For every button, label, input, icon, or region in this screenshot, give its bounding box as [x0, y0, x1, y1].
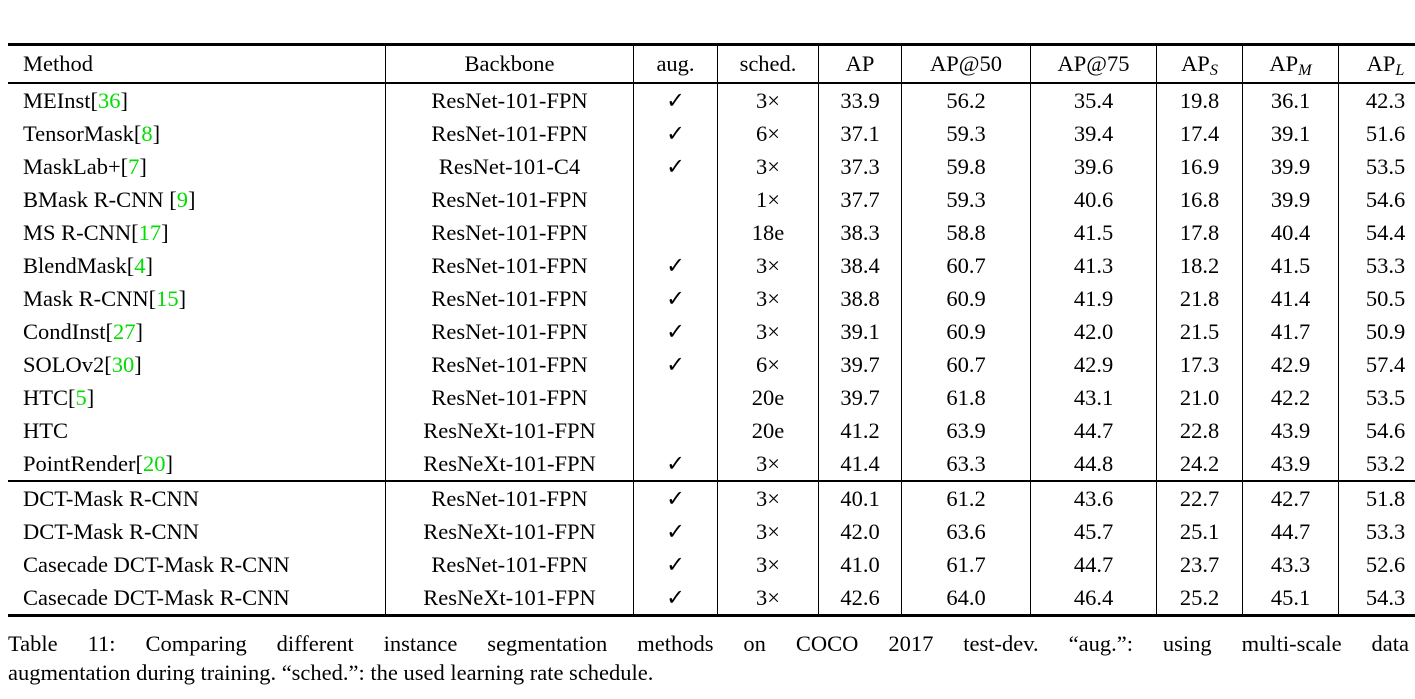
check-icon: ✓: [666, 450, 685, 476]
cell-ap75: 46.4: [1031, 581, 1157, 616]
table-row: [8, 117, 1415, 150]
cell-apl: 54.6: [1339, 183, 1415, 216]
cell-apm: 44.7: [1243, 515, 1339, 548]
caption-line-2: augmentation during training. “sched.”: the used learning rate schedule.: [8, 660, 654, 685]
cell-sched: 1×: [718, 183, 819, 216]
table-row: [8, 447, 1415, 481]
cell-ap50: 59.3: [902, 117, 1031, 150]
cell-method: MEInst[36]: [23, 87, 128, 113]
cell-ap75: 44.8: [1031, 447, 1157, 481]
cell-ap: 39.7: [819, 348, 902, 381]
cell-ap75: 41.9: [1031, 282, 1157, 315]
col-header-apm: $AP_M$: [1243, 45, 1339, 84]
check-icon: ✓: [666, 285, 685, 311]
cell-aug: [634, 83, 718, 117]
cell-apm: 42.2: [1243, 381, 1339, 414]
cell-apm: 39.9: [1243, 150, 1339, 183]
citation-number: 9: [176, 186, 189, 212]
cell-apl: 53.5: [1339, 381, 1415, 414]
cell-sched: 6×: [718, 348, 819, 381]
cell-aps: 24.2: [1157, 447, 1243, 481]
cell-apm: 39.9: [1243, 183, 1339, 216]
cell-ap75: 41.5: [1031, 216, 1157, 249]
cell-ap50: 60.9: [902, 282, 1031, 315]
cell-apm: 43.3: [1243, 548, 1339, 581]
cell-ap: 37.1: [819, 117, 902, 150]
cell-backbone: ResNet-101-FPN: [386, 548, 634, 581]
cell-backbone: ResNet-101-FPN: [386, 481, 634, 515]
cell-ap: 37.7: [819, 183, 902, 216]
cell-ap: 41.4: [819, 447, 902, 481]
cell-apl: 54.6: [1339, 414, 1415, 447]
cell-sched: 18e: [718, 216, 819, 249]
cell-aug: [634, 249, 718, 282]
table-row: [8, 183, 1415, 216]
check-icon: ✓: [666, 518, 685, 544]
cell-apm: 39.1: [1243, 117, 1339, 150]
cell-aug: [634, 216, 718, 249]
cell-ap50: 63.9: [902, 414, 1031, 447]
cell-apm: 45.1: [1243, 581, 1339, 616]
cell-aps: 22.7: [1157, 481, 1243, 515]
cell-sched: 3×: [718, 447, 819, 481]
cell-aps: 25.1: [1157, 515, 1243, 548]
cell-aps: 23.7: [1157, 548, 1243, 581]
cell-ap50: 59.3: [902, 183, 1031, 216]
cell-apl: 53.5: [1339, 150, 1415, 183]
cell-ap75: 45.7: [1031, 515, 1157, 548]
cell-apl: 53.2: [1339, 447, 1415, 481]
cell-apm: 43.9: [1243, 447, 1339, 481]
cell-backbone: ResNet-101-FPN: [386, 183, 634, 216]
table-row: [8, 581, 1415, 616]
table-row: [8, 249, 1415, 282]
col-header-subscript: S: [1209, 61, 1218, 80]
cell-sched: 3×: [718, 548, 819, 581]
cell-aug: [634, 183, 718, 216]
cell-aps: 21.5: [1157, 315, 1243, 348]
caption-line-1: Table 11: Comparing different instance segmentation methods on COCO 2017 test-dev. “aug.”: using multi-scale data: [8, 631, 1409, 656]
table-header: [8, 45, 1415, 84]
cell-aug: [634, 414, 718, 447]
cell-apm: 42.9: [1243, 348, 1339, 381]
cell-aug: [634, 515, 718, 548]
cell-method: PointRender[20]: [23, 450, 173, 476]
cell-backbone: ResNet-101-FPN: [386, 381, 634, 414]
check-icon: ✓: [666, 551, 685, 577]
cell-aug: [634, 481, 718, 515]
col-header-ap: AP: [819, 45, 902, 84]
table-caption: [8, 629, 1409, 687]
table-body: [8, 83, 1415, 616]
cell-ap: 33.9: [819, 83, 902, 117]
cell-ap50: 60.9: [902, 315, 1031, 348]
cell-ap: 42.6: [819, 581, 902, 616]
cell-ap: 39.7: [819, 381, 902, 414]
cell-ap50: 61.2: [902, 481, 1031, 515]
cell-apl: 52.6: [1339, 548, 1415, 581]
cell-apm: 41.7: [1243, 315, 1339, 348]
table-row: [8, 315, 1415, 348]
cell-backbone: ResNet-101-FPN: [386, 348, 634, 381]
col-header-apl: $AP_L$: [1339, 45, 1415, 84]
table-row: [8, 515, 1415, 548]
check-icon: ✓: [666, 153, 685, 179]
cell-ap: 41.2: [819, 414, 902, 447]
table-row: [8, 282, 1415, 315]
cell-aps: 22.8: [1157, 414, 1243, 447]
citation-number: 27: [113, 318, 136, 344]
cell-aps: 25.2: [1157, 581, 1243, 616]
cell-sched: 20e: [718, 381, 819, 414]
cell-apm: 40.4: [1243, 216, 1339, 249]
cell-aps: 21.0: [1157, 381, 1243, 414]
cell-method: Casecade DCT-Mask R-CNN: [23, 551, 290, 577]
col-header-ap75: AP@75: [1031, 45, 1157, 84]
cell-aps: 21.8: [1157, 282, 1243, 315]
cell-ap75: 39.6: [1031, 150, 1157, 183]
check-icon: ✓: [666, 318, 685, 344]
cell-ap75: 42.0: [1031, 315, 1157, 348]
cell-aps: 17.4: [1157, 117, 1243, 150]
cell-ap50: 60.7: [902, 249, 1031, 282]
cell-ap50: 63.6: [902, 515, 1031, 548]
cell-ap: 42.0: [819, 515, 902, 548]
cell-ap75: 35.4: [1031, 83, 1157, 117]
cell-backbone: ResNet-101-C4: [386, 150, 634, 183]
cell-aps: 19.8: [1157, 83, 1243, 117]
citation-number: 30: [111, 351, 135, 377]
cell-aps: 17.3: [1157, 348, 1243, 381]
cell-ap50: 61.7: [902, 548, 1031, 581]
cell-aug: [634, 315, 718, 348]
col-header-subscript: L: [1395, 61, 1405, 80]
check-icon: ✓: [666, 87, 685, 113]
table-row: [8, 381, 1415, 414]
cell-apm: 41.4: [1243, 282, 1339, 315]
cell-aug: [634, 381, 718, 414]
cell-aug: [634, 348, 718, 381]
check-icon: ✓: [666, 485, 685, 511]
col-header-subscript: M: [1298, 61, 1312, 80]
cell-ap50: 58.8: [902, 216, 1031, 249]
citation-number: 7: [128, 153, 140, 179]
table-row: [8, 481, 1415, 515]
cell-sched: 3×: [718, 282, 819, 315]
cell-backbone: ResNet-101-FPN: [386, 282, 634, 315]
cell-aug: [634, 581, 718, 616]
table-row: [8, 150, 1415, 183]
cell-aps: 16.9: [1157, 150, 1243, 183]
cell-method: HTC[5]: [23, 384, 95, 410]
cell-sched: 3×: [718, 150, 819, 183]
cell-ap: 37.3: [819, 150, 902, 183]
cell-backbone: ResNet-101-FPN: [386, 83, 634, 117]
cell-aug: [634, 282, 718, 315]
cell-aug: [634, 117, 718, 150]
citation-number: 8: [141, 120, 153, 146]
cell-ap: 41.0: [819, 548, 902, 581]
cell-ap50: 59.8: [902, 150, 1031, 183]
results-table: [8, 43, 1415, 617]
cell-method: MaskLab+[7]: [23, 153, 147, 179]
cell-backbone: ResNet-101-FPN: [386, 216, 634, 249]
cell-aps: 17.8: [1157, 216, 1243, 249]
cell-apl: 54.4: [1339, 216, 1415, 249]
cell-sched: 3×: [718, 249, 819, 282]
cell-aps: 18.2: [1157, 249, 1243, 282]
cell-apl: 42.3: [1339, 83, 1415, 117]
col-header-method: Method: [8, 45, 386, 84]
check-icon: ✓: [666, 584, 685, 610]
cell-apl: 54.3: [1339, 581, 1415, 616]
col-header-aug: aug.: [634, 45, 718, 84]
table-row: [8, 548, 1415, 581]
cell-method: TensorMask[8]: [23, 120, 161, 146]
cell-apl: 50.5: [1339, 282, 1415, 315]
cell-ap: 38.8: [819, 282, 902, 315]
cell-method: DCT-Mask R-CNN: [23, 518, 200, 544]
cell-sched: 3×: [718, 315, 819, 348]
cell-sched: 20e: [718, 414, 819, 447]
cell-method: BlendMask[4]: [23, 252, 153, 278]
cell-method: SOLOv2[30]: [23, 351, 142, 377]
cell-backbone: ResNeXt-101-FPN: [386, 447, 634, 481]
cell-sched: 3×: [718, 515, 819, 548]
cell-sched: 3×: [718, 581, 819, 616]
cell-backbone: ResNet-101-FPN: [386, 315, 634, 348]
cell-ap75: 44.7: [1031, 414, 1157, 447]
cell-ap75: 40.6: [1031, 183, 1157, 216]
cell-aug: [634, 548, 718, 581]
cell-backbone: ResNet-101-FPN: [386, 249, 634, 282]
citation-number: 17: [138, 219, 162, 245]
cell-aps: 16.8: [1157, 183, 1243, 216]
cell-ap: 38.4: [819, 249, 902, 282]
cell-method: Mask R-CNN[15]: [23, 285, 187, 311]
cell-sched: 6×: [718, 117, 819, 150]
citation-number: 15: [156, 285, 179, 311]
cell-sched: 3×: [718, 83, 819, 117]
cell-apm: 43.9: [1243, 414, 1339, 447]
table-row: [8, 83, 1415, 117]
check-icon: ✓: [666, 351, 685, 377]
cell-method: DCT-Mask R-CNN: [8, 481, 386, 515]
col-header-backbone: Backbone: [386, 45, 634, 84]
results-table-container: [8, 43, 1408, 617]
cell-ap50: 63.3: [902, 447, 1031, 481]
citation-number: 4: [134, 252, 146, 278]
cell-apl: 50.9: [1339, 315, 1415, 348]
cell-sched: 3×: [718, 481, 819, 515]
cell-method: MS R-CNN[17]: [23, 219, 169, 245]
table-row: [8, 414, 1415, 447]
citation-number: 36: [98, 87, 121, 113]
col-header-sched: sched.: [718, 45, 819, 84]
cell-ap: 40.1: [819, 481, 902, 515]
cell-ap50: 64.0: [902, 581, 1031, 616]
cell-apl: 57.4: [1339, 348, 1415, 381]
check-icon: ✓: [666, 120, 685, 146]
cell-aug: [634, 447, 718, 481]
cell-ap75: 43.1: [1031, 381, 1157, 414]
cell-method: BMask R-CNN [9]: [23, 186, 196, 212]
cell-method: CondInst[27]: [23, 318, 144, 344]
cell-aug: [634, 150, 718, 183]
table-row: [8, 216, 1415, 249]
cell-ap75: 43.6: [1031, 481, 1157, 515]
table-row: [8, 348, 1415, 381]
cell-backbone: ResNeXt-101-FPN: [386, 515, 634, 548]
cell-ap50: 56.2: [902, 83, 1031, 117]
header-row: [8, 45, 1415, 84]
cell-apl: 53.3: [1339, 249, 1415, 282]
cell-method: Casecade DCT-Mask R-CNN: [23, 584, 290, 610]
citation-number: 20: [143, 450, 166, 476]
cell-ap75: 42.9: [1031, 348, 1157, 381]
cell-apl: 51.8: [1339, 481, 1415, 515]
cell-ap50: 61.8: [902, 381, 1031, 414]
cell-apl: 53.3: [1339, 515, 1415, 548]
cell-backbone: ResNeXt-101-FPN: [386, 581, 634, 616]
cell-ap75: 44.7: [1031, 548, 1157, 581]
cell-ap75: 41.3: [1031, 249, 1157, 282]
cell-apm: 41.5: [1243, 249, 1339, 282]
cell-method: HTC: [23, 417, 68, 443]
check-icon: ✓: [666, 252, 685, 278]
col-header-ap50: AP@50: [902, 45, 1031, 84]
cell-backbone: ResNeXt-101-FPN: [386, 414, 634, 447]
cell-ap: 39.1: [819, 315, 902, 348]
cell-apm: 36.1: [1243, 83, 1339, 117]
cell-ap75: 39.4: [1031, 117, 1157, 150]
cell-ap50: 60.7: [902, 348, 1031, 381]
cell-apm: 42.7: [1243, 481, 1339, 515]
cell-ap: 38.3: [819, 216, 902, 249]
citation-number: 5: [75, 384, 87, 410]
cell-backbone: ResNet-101-FPN: [386, 117, 634, 150]
cell-apl: 51.6: [1339, 117, 1415, 150]
col-header-aps: $AP_S$: [1157, 45, 1243, 84]
